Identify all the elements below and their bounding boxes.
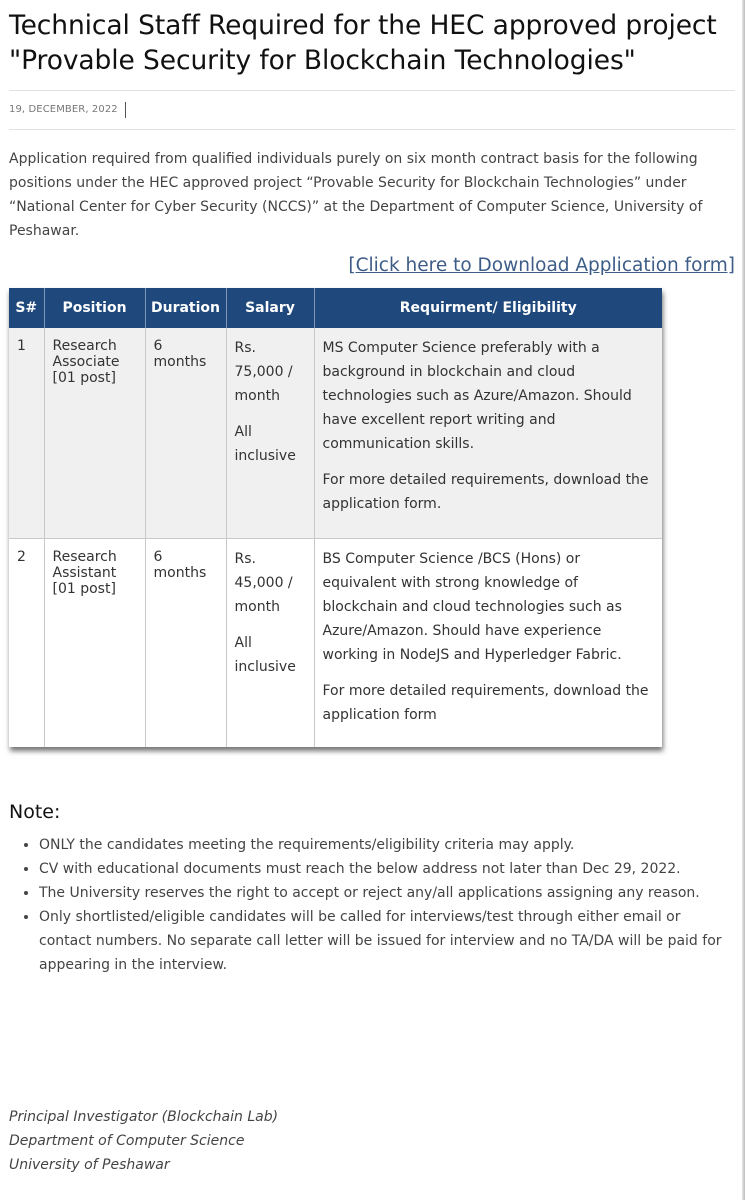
post-article — [9, 0, 735, 1177]
post-meta — [9, 91, 735, 129]
intro-paragraph: Application required from qualified individuals purely on six month contract basis for the following positions under the HEC approved project “Provable Security for Blockchain Technologies” under “National Center for Cyber Security (NCCS)” at the Department of Computer Science, University of Peshawar. — [9, 151, 703, 239]
signature-title: Principal Investigator (Blockchain Lab) — [9, 1109, 279, 1125]
signature-block — [9, 1105, 735, 1177]
cell-position — [44, 539, 145, 748]
table-row — [9, 539, 662, 748]
table-header-row — [9, 288, 662, 328]
position-post-count: [01 post] — [52, 370, 116, 386]
title-line-1: Technical Staff Required for the HEC approved project — [9, 10, 717, 41]
position-word: Assistant — [52, 565, 117, 581]
cell-salary — [226, 328, 314, 539]
cell-requirement — [314, 539, 662, 748]
positions-table-wrapper — [9, 288, 662, 747]
post-date: 19, DECEMBER, 2022 — [9, 102, 126, 118]
salary-amount: Rs. 75,000 / month — [234, 340, 293, 404]
salary-note: All inclusive — [234, 424, 296, 464]
table-row — [9, 328, 662, 539]
position-post-count: [01 post] — [52, 581, 116, 597]
note-item: • Only shortlisted/eligible candidates will be called for interviews/test through either email or contact numbers. No separate call letter will be issued for interview and no TA/DA will be paid for appearing in the interview. — [39, 905, 735, 977]
duration-unit: months — [153, 565, 207, 581]
cell-sno: 1 — [9, 328, 44, 539]
header-duration: Duration — [145, 288, 226, 328]
note-item: • CV with educational documents must reach the below address not later than Dec 29, 2022. — [39, 857, 735, 881]
cell-position — [44, 328, 145, 539]
duration-number: 6 — [153, 549, 163, 565]
cell-salary — [226, 539, 314, 748]
note-heading: Note: — [9, 801, 61, 823]
cell-requirement — [314, 328, 662, 539]
requirement-more: For more detailed requirements, download the application form. — [322, 472, 649, 512]
requirement-text: MS Computer Science preferably with a background in blockchain and cloud technologies such as Azure/Amazon. Should have excellent report writing and communication skills. — [322, 340, 632, 452]
signature-department: Department of Computer Science — [9, 1133, 245, 1149]
position-word: Research — [52, 338, 117, 354]
note-list — [9, 833, 735, 977]
note-item: • The University reserves the right to accept or reject any/all applications assigning any reason. — [39, 881, 735, 905]
note-item: • ONLY the candidates meeting the requirements/eligibility criteria may apply. — [39, 833, 735, 857]
requirement-more: For more detailed requirements, download the application form — [322, 683, 649, 723]
cell-duration — [145, 539, 226, 748]
duration-unit: months — [153, 354, 207, 370]
positions-table — [9, 288, 662, 747]
position-word: Research — [52, 549, 117, 565]
header-requirement: Requirment/ Eligibility — [314, 288, 662, 328]
header-salary: Salary — [226, 288, 314, 328]
cell-duration — [145, 328, 226, 539]
signature-university: University of Peshawar — [9, 1157, 170, 1173]
salary-note: All inclusive — [234, 635, 296, 675]
page-title — [9, 0, 735, 78]
salary-amount: Rs. 45,000 / month — [234, 551, 293, 615]
cell-sno: 2 — [9, 539, 44, 748]
title-line-2: "Provable Security for Blockchain Technologies" — [9, 45, 636, 76]
header-position: Position — [44, 288, 145, 328]
divider-bottom — [9, 129, 735, 130]
download-application-link[interactable]: [Click here to Download Application form] — [348, 255, 735, 276]
duration-number: 6 — [153, 338, 163, 354]
header-sno: S# — [9, 288, 44, 328]
requirement-text: BS Computer Science /BCS (Hons) or equivalent with strong knowledge of blockchain and cloud technologies such as Azure/Amazon. Should have experience working in NodeJS and Hyperledger Fabric. — [322, 551, 622, 663]
position-word: Associate — [52, 354, 120, 370]
